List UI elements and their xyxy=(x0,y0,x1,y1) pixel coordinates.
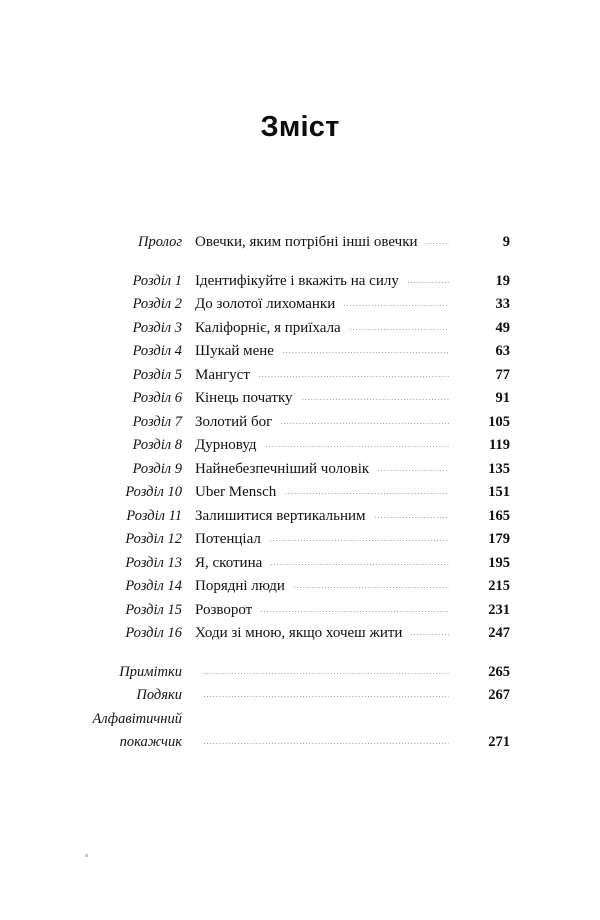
toc-entry-main xyxy=(182,576,456,596)
toc-entry-page-number: 119 xyxy=(489,437,510,453)
toc-row-chapter-4[interactable] xyxy=(60,341,510,365)
toc-entry-title: Мангуст xyxy=(195,366,250,383)
toc-entry-main xyxy=(182,732,456,746)
dot-leader xyxy=(411,623,449,637)
toc-entry-page-number: 265 xyxy=(488,663,510,680)
toc-entry-title: Дурновуд xyxy=(195,437,257,453)
toc-row-prologue[interactable] xyxy=(60,232,510,256)
toc-entry-main xyxy=(182,662,456,676)
toc-entry-label: Розділ 12 xyxy=(125,531,182,547)
toc-entry-page-number: 231 xyxy=(488,601,510,618)
toc-entry-main xyxy=(182,600,456,620)
toc-row-chapter-14[interactable] xyxy=(60,576,510,600)
toc-entry-page-number: 33 xyxy=(495,296,510,312)
toc-entry-page-number: 271 xyxy=(488,734,510,750)
toc-row-chapter-16[interactable] xyxy=(60,623,510,647)
toc-entry-title: Золотий бог xyxy=(195,413,273,430)
toc-row-acknowledgements[interactable] xyxy=(60,685,510,709)
toc-entry-main xyxy=(182,271,456,291)
dot-leader xyxy=(283,341,449,355)
toc-entry-page-number: 135 xyxy=(488,460,510,477)
toc-row-index-line2[interactable] xyxy=(60,732,510,756)
toc-entry-label: Розділ 15 xyxy=(125,601,182,618)
toc-row-chapter-9[interactable] xyxy=(60,459,510,483)
toc-row-chapter-10[interactable] xyxy=(60,482,510,506)
toc-entry-main xyxy=(182,553,456,573)
toc-entry-title: Порядні люди xyxy=(195,578,285,594)
toc-entry-label: Розділ 14 xyxy=(125,578,182,594)
toc-entry-main xyxy=(182,412,456,432)
dot-leader xyxy=(204,685,449,699)
toc-entry-label: Розділ 7 xyxy=(132,413,182,430)
toc-entry-label: Розділ 2 xyxy=(132,296,182,312)
toc-entry-label: Розділ 3 xyxy=(132,319,182,336)
toc-entry-title: Найнебезпечніший чоловік xyxy=(195,460,370,477)
toc-entry-main xyxy=(182,365,456,385)
toc-entry-title: Кінець початку xyxy=(195,390,293,406)
toc-row-chapter-7[interactable] xyxy=(60,412,510,436)
toc-entry-page-number: 151 xyxy=(488,484,510,500)
dot-leader xyxy=(204,732,449,746)
toc-entry-label: Примітки xyxy=(119,663,182,680)
dot-leader xyxy=(266,435,449,449)
toc-row-chapter-1[interactable] xyxy=(60,271,510,295)
toc-entry-page-number: 267 xyxy=(488,687,510,703)
toc-entry-page-number: 19 xyxy=(495,272,510,289)
toc-entry-list xyxy=(60,232,510,756)
toc-entry-title: Каліфорніє, я приїхала xyxy=(195,319,341,336)
toc-row-chapter-13[interactable] xyxy=(60,553,510,577)
dot-leader xyxy=(271,553,449,567)
toc-entry-page-number: 105 xyxy=(488,413,510,430)
dot-leader xyxy=(261,600,449,614)
toc-entry-title: Залишитися вертикальним xyxy=(195,507,366,524)
dot-leader xyxy=(204,662,449,676)
toc-entry-page-number: 165 xyxy=(488,507,510,524)
toc-entry-title: Овечки, яким потрібні інші овечки xyxy=(195,234,418,250)
dot-leader xyxy=(259,365,449,379)
toc-entry-label: Подяки xyxy=(136,687,182,703)
dot-leader xyxy=(281,412,449,426)
toc-entry-main xyxy=(182,232,456,252)
dot-leader xyxy=(408,271,449,285)
dot-leader xyxy=(285,482,449,496)
toc-row-chapter-11[interactable] xyxy=(60,506,510,530)
toc-entry-page-number: 247 xyxy=(488,625,510,641)
toc-entry-label: Розділ 5 xyxy=(132,366,182,383)
toc-entry-label: Розділ 10 xyxy=(125,484,182,500)
toc-entry-title: Розворот xyxy=(195,601,253,618)
toc-entry-main xyxy=(182,459,456,479)
dot-leader xyxy=(294,576,449,590)
toc-entry-label: Алфавітичний xyxy=(92,710,182,727)
dot-leader xyxy=(270,529,449,543)
dot-leader xyxy=(350,318,449,332)
toc-entry-label: Розділ 11 xyxy=(126,507,182,524)
toc-entry-page-number: 195 xyxy=(488,554,510,571)
toc-row-chapter-2[interactable] xyxy=(60,294,510,318)
toc-row-index-line1[interactable] xyxy=(60,709,510,733)
toc-entry-label: Розділ 6 xyxy=(132,390,182,406)
toc-entry-main xyxy=(182,623,456,643)
dot-leader xyxy=(302,388,449,402)
toc-entry-main xyxy=(182,341,456,361)
toc-row-chapter-3[interactable] xyxy=(60,318,510,342)
dot-leader xyxy=(344,294,449,308)
toc-entry-title: Шукай мене xyxy=(195,343,274,359)
toc-entry-page-number: 179 xyxy=(488,531,510,547)
toc-entry-page-number: 63 xyxy=(495,343,510,359)
toc-entry-page-number: 215 xyxy=(488,578,510,594)
toc-entry-main xyxy=(182,318,456,338)
print-speck xyxy=(85,854,88,857)
toc-row-chapter-6[interactable] xyxy=(60,388,510,412)
page-title: Зміст xyxy=(260,111,340,143)
toc-entry-title: Ходи зі мною, якщо хочеш жити xyxy=(195,625,403,641)
toc-entry-title: До золотої лихоманки xyxy=(195,296,336,312)
dot-leader xyxy=(375,506,449,520)
toc-entry-label-continued: покажчик xyxy=(119,734,182,750)
toc-row-chapter-15[interactable] xyxy=(60,600,510,624)
toc-entry-label: Розділ 4 xyxy=(132,343,182,359)
toc-row-chapter-5[interactable] xyxy=(60,365,510,389)
toc-entry-title: Потенціал xyxy=(195,531,261,547)
toc-entry-main xyxy=(182,435,456,455)
toc-entry-label: Розділ 13 xyxy=(125,554,182,571)
toc-entry-page-number: 77 xyxy=(495,366,510,383)
toc-entry-title: Я, скотина xyxy=(195,554,263,571)
toc-entry-page-number: 49 xyxy=(495,319,510,336)
toc-entry-main xyxy=(182,388,456,408)
toc-entry-title: Uber Mensch xyxy=(195,484,277,500)
toc-entry-label: Розділ 1 xyxy=(132,272,182,289)
dot-leader xyxy=(378,459,449,473)
dot-leader xyxy=(427,232,449,246)
toc-entry-main xyxy=(182,529,456,549)
toc-entry-label: Розділ 9 xyxy=(132,460,182,477)
toc-row-notes[interactable] xyxy=(60,662,510,686)
toc-entry-main xyxy=(182,294,456,314)
toc-entry-page-number: 91 xyxy=(495,390,510,406)
toc-row-chapter-8[interactable] xyxy=(60,435,510,459)
toc-entry-main xyxy=(182,685,456,699)
toc-entry-label: Розділ 16 xyxy=(125,625,182,641)
toc-entry-main xyxy=(182,506,456,526)
toc-entry-label: Пролог xyxy=(137,234,182,250)
toc-entry-main xyxy=(182,482,456,502)
toc-row-chapter-12[interactable] xyxy=(60,529,510,553)
toc-entry-page-number: 9 xyxy=(502,234,510,250)
toc-entry-label: Розділ 8 xyxy=(132,437,182,453)
toc-entry-title: Ідентифікуйте і вкажіть на силу xyxy=(195,272,399,289)
